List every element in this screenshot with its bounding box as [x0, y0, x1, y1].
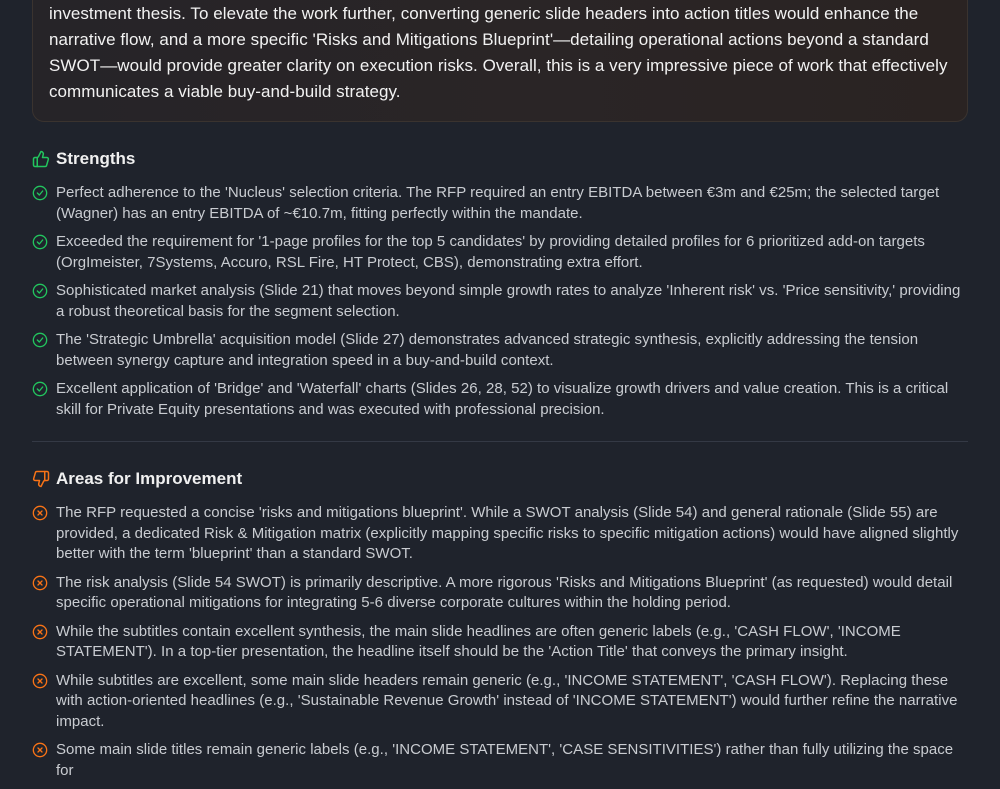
- x-circle-icon: [32, 742, 48, 758]
- improvement-item-text: The RFP requested a concise 'risks and mitigations blueprint'. While a SWOT analysis (Slide 54) and general rationale (Slide 55) are provided, a dedicated Risk & Mitigation matrix (explicitly mapping specific risks to specific mitigation actions) would have aligned slightly better with the term 'blueprint' than a standard SWOT.: [56, 504, 959, 562]
- check-circle-icon: [32, 283, 48, 299]
- x-circle-icon: [32, 673, 48, 689]
- check-circle-icon: [32, 332, 48, 348]
- improvement-item: [32, 671, 968, 733]
- strengths-header: [32, 147, 968, 171]
- strength-item: [32, 281, 968, 322]
- check-circle-icon: [32, 234, 48, 250]
- strengths-title: Strengths: [56, 149, 136, 168]
- improvement-item-text: Some main slide titles remain generic labels (e.g., 'INCOME STATEMENT', 'CASE SENSITIVITIES') rather than fully utilizing the space for: [56, 741, 954, 779]
- check-circle-icon: [32, 185, 48, 201]
- strength-item-text: Perfect adherence to the 'Nucleus' selection criteria. The RFP required an entry EBITDA between €3m and €25m; the selected target (Wagner) has an entry EBITDA of ~€10.7m, fitting perfectly within the mandate.: [56, 184, 940, 222]
- improvement-item-text: While the subtitles contain excellent synthesis, the main slide headlines are often generic labels (e.g., 'CASH FLOW', 'INCOME STATEMENT'). In a top-tier presentation, the headline itself should be the 'Action Title' that conveys the primary insight.: [56, 622, 901, 660]
- strength-item-text: The 'Strategic Umbrella' acquisition model (Slide 27) demonstrates advanced strategic synthesis, explicitly addressing the tension between synergy capture and integration speed in a buy-and-build context.: [56, 331, 919, 369]
- improvements-section: [32, 467, 968, 789]
- improvements-title: Areas for Improvement: [56, 469, 243, 488]
- improvements-list: [32, 503, 968, 781]
- x-circle-icon: [32, 505, 48, 521]
- thumbs-up-icon: [32, 150, 50, 168]
- strength-item-text: Exceeded the requirement for '1-page profiles for the top 5 candidates' by providing detailed profiles for 6 prioritized add-on targets (OrgImeister, 7Systems, Accuro, RSL Fire, HT Protect, CBS), demonstrating extra effort.: [56, 233, 925, 271]
- summary-card: [32, 0, 968, 122]
- strength-item-text: Sophisticated market analysis (Slide 21) that moves beyond simple growth rates to analyze 'Inherent risk' vs. 'Price sensitivity,' providing a robust theoretical basis for the segment selection.: [56, 282, 961, 320]
- check-circle-icon: [32, 381, 48, 397]
- improvement-item-text: The risk analysis (Slide 54 SWOT) is primarily descriptive. A more rigorous 'Risks and Mitigations Blueprint' (as requested) would detail specific operational mitigations for integrating 5-6 diverse corporate cultures within the holding period.: [56, 573, 953, 611]
- strength-item: [32, 379, 968, 420]
- improvement-item: [32, 503, 968, 565]
- strength-item: [32, 232, 968, 273]
- summary-text: investment thesis. To elevate the work further, converting generic slide headers into action titles would enhance the narrative flow, and a more specific 'Risks and Mitigations Blueprint'—detailing operational actions beyond a standard SWOT—would provide greater clarity on execution risks. Overall, this is a very impressive piece of work that effectively communicates a viable buy-and-build strategy.: [49, 4, 948, 101]
- thumbs-down-icon: [32, 470, 50, 488]
- improvement-item: [32, 622, 968, 663]
- strength-item: [32, 330, 968, 371]
- improvements-header: [32, 467, 968, 491]
- strengths-section: [32, 147, 968, 428]
- improvement-item: [32, 740, 968, 781]
- strength-item: [32, 183, 968, 224]
- strength-item-text: Excellent application of 'Bridge' and 'Waterfall' charts (Slides 26, 28, 52) to visualize growth drivers and value creation. This is a critical skill for Private Equity presentations and was executed with professional precision.: [56, 380, 949, 418]
- strengths-list: [32, 183, 968, 420]
- improvement-item: [32, 573, 968, 614]
- x-circle-icon: [32, 624, 48, 640]
- improvement-item-text: While subtitles are excellent, some main slide headers remain generic (e.g., 'INCOME STATEMENT', 'CASH FLOW'). Replacing these with action-oriented headlines (e.g., 'Sustainable Revenue Growth' instead of 'INCOME STATEMENT') would further refine the narrative impact.: [56, 671, 958, 730]
- x-circle-icon: [32, 575, 48, 591]
- section-divider: [32, 441, 968, 442]
